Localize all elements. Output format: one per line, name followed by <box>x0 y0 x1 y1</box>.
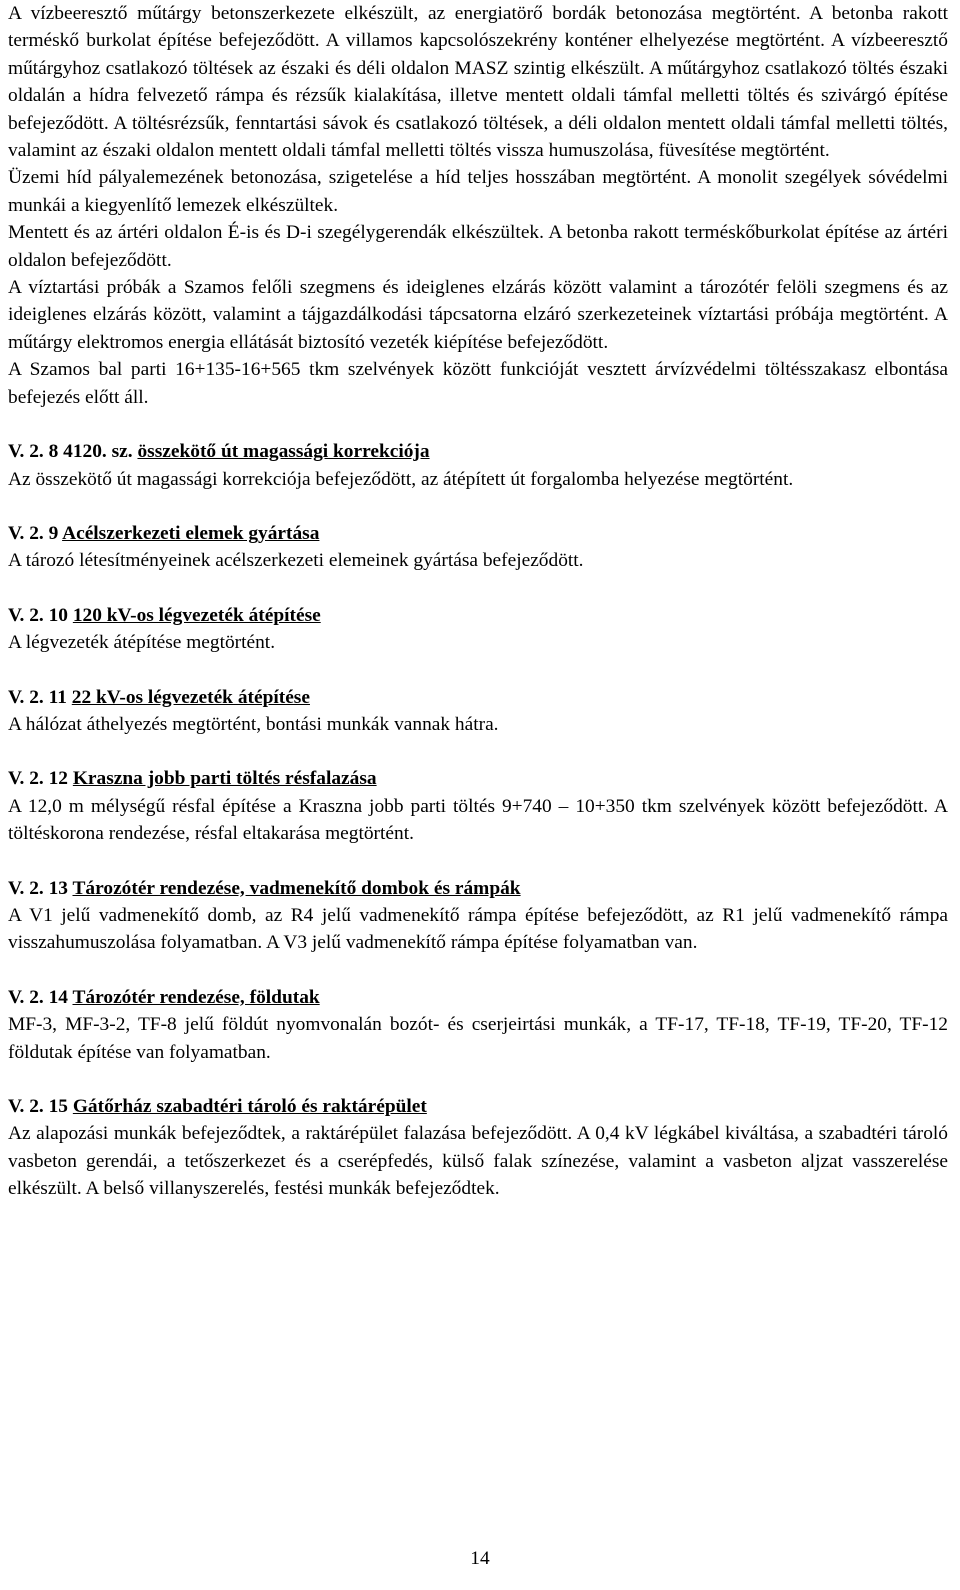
section-heading <box>8 1093 948 1120</box>
section-heading <box>8 438 948 465</box>
document-page <box>8 0 948 1203</box>
section-v-2-9 <box>8 520 948 575</box>
section-number: V. 2. 13 <box>8 877 68 899</box>
section-v-2-11 <box>8 684 948 739</box>
section-v-2-10 <box>8 602 948 657</box>
section-number: V. 2. 8 4120. sz. <box>8 441 133 463</box>
section-heading <box>8 875 948 902</box>
section-number: V. 2. 15 <box>8 1096 68 1117</box>
section-v-2-15 <box>8 1093 948 1203</box>
section-body: Az alapozási munkák befejeződtek, a raktárépület falazása befejeződött. A 0,4 kV légkábel kiváltása, a szabadtéri tároló vasbeton gerendái, a tetőszerkezet és a cserépfedés, külső falak színezése, valamint a vasbeton aljzat vasszerelése elkészült. A belső villanyszerelés, festési munkák befejeződtek. <box>8 1123 948 1200</box>
section-v-2-14 <box>8 984 948 1066</box>
section-title: Tározótér rendezése, vadmenekítő dombok és rámpák <box>72 877 521 899</box>
section-title: 120 kV-os légvezeték átépítése <box>72 604 321 626</box>
section-body: A hálózat áthelyezés megtörtént, bontási munkák vannak hátra. <box>8 713 499 735</box>
intro-block <box>8 0 948 411</box>
section-v-2-12 <box>8 765 948 847</box>
section-body: A V1 jelű vadmenekítő domb, az R4 jelű vadmenekítő rámpa építése befejeződött, az R1 jelű vadmenekítő rámpa visszahumuszolása folyamatban. A V3 jelű vadmenekítő rámpa építése folyamatban van. <box>8 904 948 954</box>
section-number: V. 2. 11 <box>8 686 67 708</box>
section-title: Tározótér rendezése, földutak <box>72 986 320 1008</box>
section-number: V. 2. 14 <box>8 986 68 1008</box>
section-heading <box>8 520 948 547</box>
paragraph-szamos-bontas: A Szamos bal parti 16+135-16+565 tkm szelvények között funkcióját vesztett árvízvédelmi töltésszakasz elbontása befejezés előtt áll. <box>8 359 948 408</box>
section-number: V. 2. 9 <box>8 522 59 544</box>
section-heading <box>8 602 948 629</box>
section-title: 22 kV-os légvezeték átépítése <box>71 686 310 708</box>
paragraph-vizbeereszto: A vízbeeresztő műtárgy betonszerkezete elkészült, az energiatörő bordák betonozása megtörtént. A betonba rakott terméskő burkolat építése befejeződött. A villamos kapcsolószekrény konténer elhelyezése megtörtént. A vízbeeresztő műtárgyhoz csatlakozó töltések az északi és déli oldalon MASZ szintig elkészült. A műtárgyhoz csatlakozó töltés északi oldalán a hídra felvezető rámpa és rézsűk kialakítása, illetve mentett oldali támfal melletti töltés és szivárgó építése befejeződött. A töltésrézsűk, fenntartási sávok és csatlakozó töltések, a déli oldalon mentett oldali támfal melletti töltés, valamint az északi oldalon mentett oldali támfal melletti töltés vissza humuszolása, füvesítése megtörtént. <box>8 3 948 162</box>
section-body: Az összekötő út magassági korrekciója befejeződött, az átépített út forgalomba helyezése megtörtént. <box>8 468 794 490</box>
section-heading <box>8 984 948 1011</box>
section-number: V. 2. 12 <box>8 768 68 790</box>
section-heading <box>8 765 948 792</box>
section-title: Gátőrház szabadtéri tároló és raktárépület <box>72 1096 427 1117</box>
section-body: A 12,0 m mélységű résfal építése a Kraszna jobb parti töltés 9+740 – 10+350 tkm szelvények között befejeződött. A töltéskorona rendezése, résfal eltakarása megtörtént. <box>8 795 948 845</box>
section-body: MF-3, MF-3-2, TF-8 jelű földút nyomvonalán bozót- és cserjeirtási munkák, a TF-17, TF-18, TF-19, TF-20, TF-12 földutak építése van folyamatban. <box>8 1014 948 1063</box>
section-v-2-13 <box>8 875 948 957</box>
section-body: A tározó létesítményeinek acélszerkezeti elemeinek gyártása befejeződött. <box>8 550 584 572</box>
paragraph-szegelygerendak: Mentett és az ártéri oldalon É-is és D-i szegélygerendák elkészültek. A betonba rakott terméskőburkolat építése az ártéri oldalon befejeződött. <box>8 222 948 271</box>
section-title: Kraszna jobb parti töltés résfalazása <box>72 768 377 790</box>
section-number: V. 2. 10 <box>8 604 68 626</box>
page-number: 14 <box>470 1548 490 1569</box>
section-title: Acélszerkezeti elemek gyártása <box>62 522 320 544</box>
paragraph-viztartasi-probak: A víztartási próbák a Szamos felőli szegmens és ideiglenes elzárás között valamint a tározótér felöli szegmens és az ideiglenes elzárás között, valamint a tájgazdálkodási tápcsatorna elzáró szerkezeteinek víztartási próbája megtörtént. A műtárgy elektromos energia ellátását biztosító vezeték kiépítése befejeződött. <box>8 277 948 353</box>
section-v-2-8 <box>8 438 948 493</box>
section-title: összekötő út magassági korrekciója <box>137 441 430 463</box>
paragraph-uzemi-hid: Üzemi híd pályalemezének betonozása, szigetelése a híd teljes hosszában megtörtént. A monolit szegélyek sóvédelmi munkái a kiegyenlítő lemezek elkészültek. <box>8 167 948 216</box>
section-heading <box>8 684 948 711</box>
section-body: A légvezeték átépítése megtörtént. <box>8 632 276 654</box>
